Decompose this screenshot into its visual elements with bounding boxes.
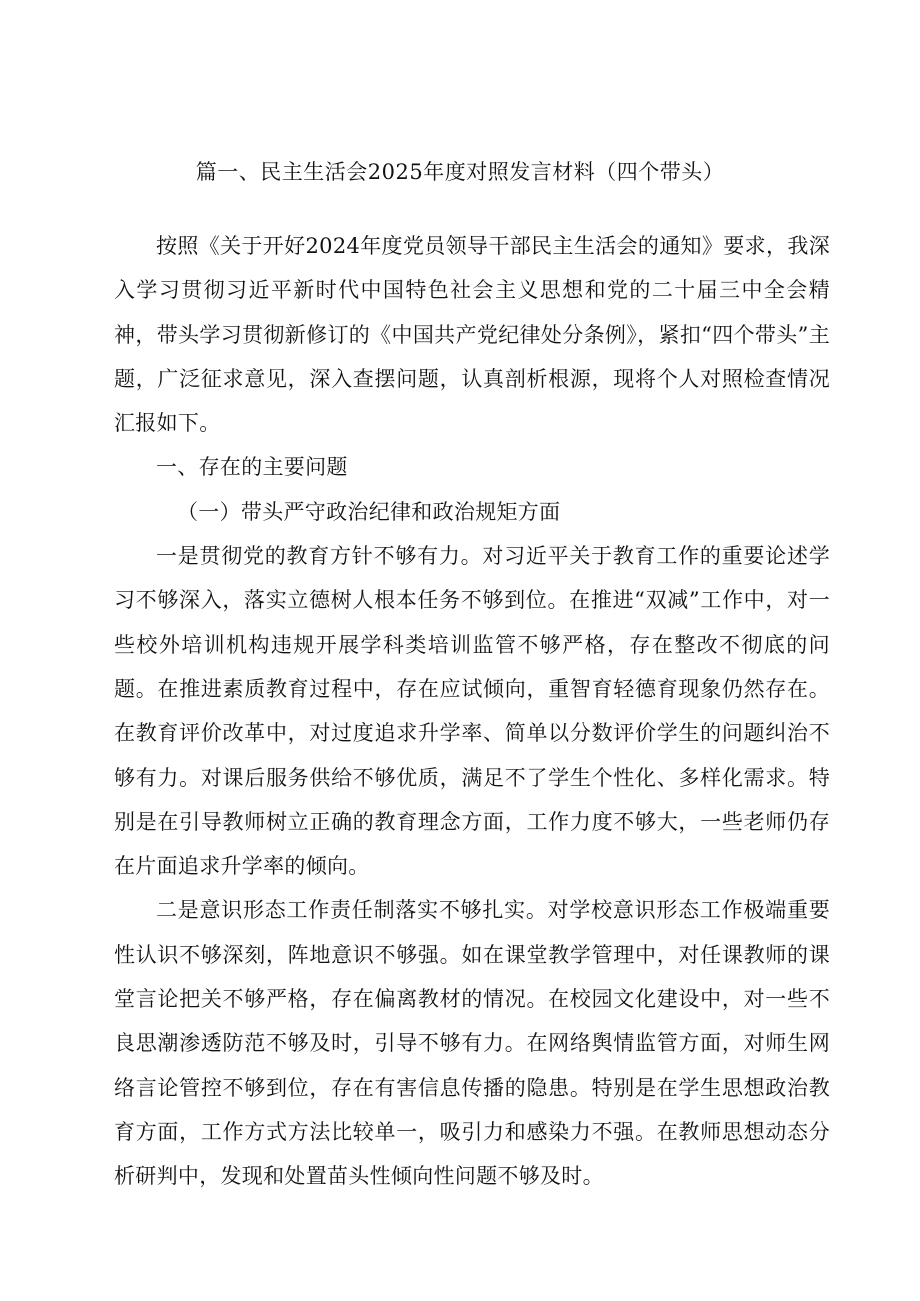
subsection-heading: （一）带头严守政治纪律和政治规矩方面 xyxy=(177,499,561,524)
problem-paragraph-2: 二是意识形态工作责任制落实不够扎实。对学校意识形态工作极端重要性认识不够深刻，阵地意识不够强。如在课堂教学管理中，对任课教师的课堂言论把关不够严格，存在偏离教材的情况。在校园文化建设中，对一些不良思潮渗透防范不够及时，引导不够有力。在网络舆情监管方面，对师生网络言论管控不够到位，存在有害信息传播的隐患。特别是在学生思想政治教育方面，工作方式方法比较单一，吸引力和感染力不强。在教师思想动态分析研判中，发现和处置苗头性倾向性问题不够及时。 xyxy=(114,898,830,1189)
intro-paragraph: 按照《关于开好2024年度党员领导干部民主生活会的通知》要求，我深入学习贯彻习近平新时代中国特色社会主义思想和党的二十届三中全会精神，带头学习贯彻新修订的《中国共产党纪律处分条例》，紧扣“四个带头”主题，广泛征求意见，深入查摆问题，认真剖析根源，现将个人对照检查情况汇报如下。 xyxy=(114,234,830,436)
section-heading: 一、存在的主要问题 xyxy=(156,455,348,480)
problem-paragraph-1: 一是贯彻党的教育方针不够有力。对习近平关于教育工作的重要论述学习不够深入，落实立德树人根本任务不够到位。在推进“双减”工作中，对一些校外培训机构违规开展学科类培训监管不够严格，存在整改不彻底的问题。在推进素质教育过程中，存在应试倾向，重智育轻德育现象仍然存在。在教育评价改革中，对过度追求升学率、简单以分数评价学生的问题纠治不够有力。对课后服务供给不够优质，满足不了学生个性化、多样化需求。特别是在引导教师树立正确的教育理念方面，工作力度不够大，一些老师仍存在片面追求升学率的倾向。 xyxy=(114,544,830,879)
document-body xyxy=(114,224,830,1199)
document-title: 篇一、民主生活会2025年度对照发言材料（四个带头） xyxy=(195,160,725,184)
